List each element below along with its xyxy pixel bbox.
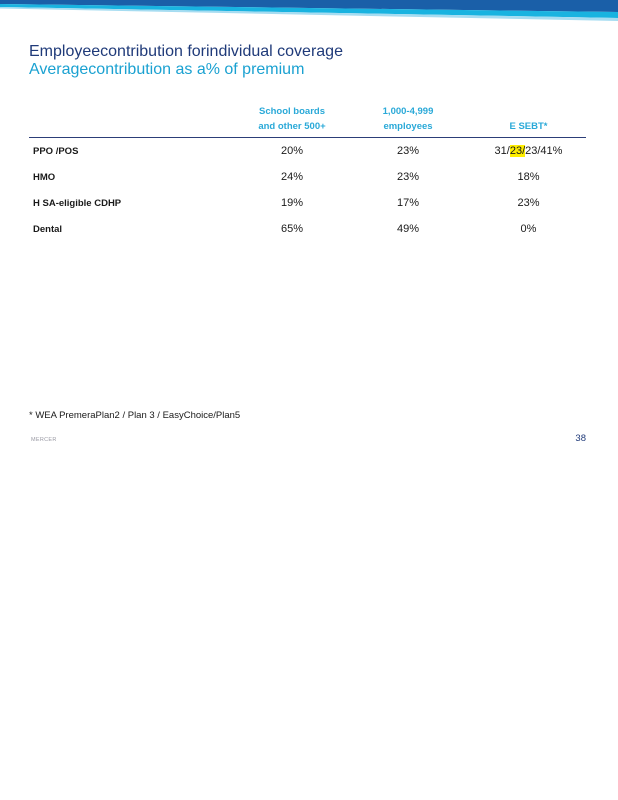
column-header [239, 104, 345, 138]
table-cell: 17% [396, 197, 420, 209]
table-row [29, 164, 586, 190]
row-label: HMO [33, 171, 56, 183]
table-header-row [29, 104, 586, 138]
row-label: Dental [33, 223, 63, 235]
column-header-line2: employees [383, 121, 433, 132]
column-header-line2: E SEBT* [509, 121, 548, 132]
table-cell: 19% [280, 197, 304, 209]
column-header-line1: 1,000-4,999 [382, 106, 434, 117]
column-header [471, 104, 586, 138]
table-row [29, 190, 586, 216]
brand-logo-text: MERCER [31, 437, 57, 443]
header-blank [29, 104, 239, 138]
table-cell: 24% [280, 171, 304, 183]
footnote: * WEA PremeraPlan2 / Plan 3 / EasyChoice/Plan5 [29, 410, 241, 421]
table-cell: 0% [520, 223, 537, 235]
header-banner [0, 0, 618, 24]
highlighted-value: 23/ [509, 145, 526, 157]
row-label: PPO /POS [33, 145, 79, 157]
row-label: H SA-eligible CDHP [33, 197, 122, 209]
table-cell: 18% [517, 171, 540, 183]
table-cell: 20% [280, 145, 304, 157]
table-cell: 23% [396, 171, 420, 183]
cell-text: 23/41% [525, 145, 563, 157]
table-cell: 65% [280, 223, 304, 235]
table-cell: 23% [517, 197, 540, 209]
column-header [345, 104, 471, 138]
title-block [29, 43, 343, 79]
slide-title: Employeecontribution forindividual coverage [29, 43, 343, 60]
table-cell [471, 138, 586, 165]
slide-subtitle: Averagecontribution as a% of premium [29, 61, 305, 78]
table-cell: 49% [396, 223, 420, 235]
table-cell: 23% [396, 145, 420, 157]
table-row [29, 216, 586, 242]
column-header-line1: School boards [259, 106, 325, 117]
column-header-line2: and other 500+ [258, 121, 326, 132]
contribution-table [29, 104, 586, 242]
page-number: 38 [575, 433, 586, 444]
table-row [29, 138, 586, 165]
cell-text: 31/ [494, 145, 510, 157]
